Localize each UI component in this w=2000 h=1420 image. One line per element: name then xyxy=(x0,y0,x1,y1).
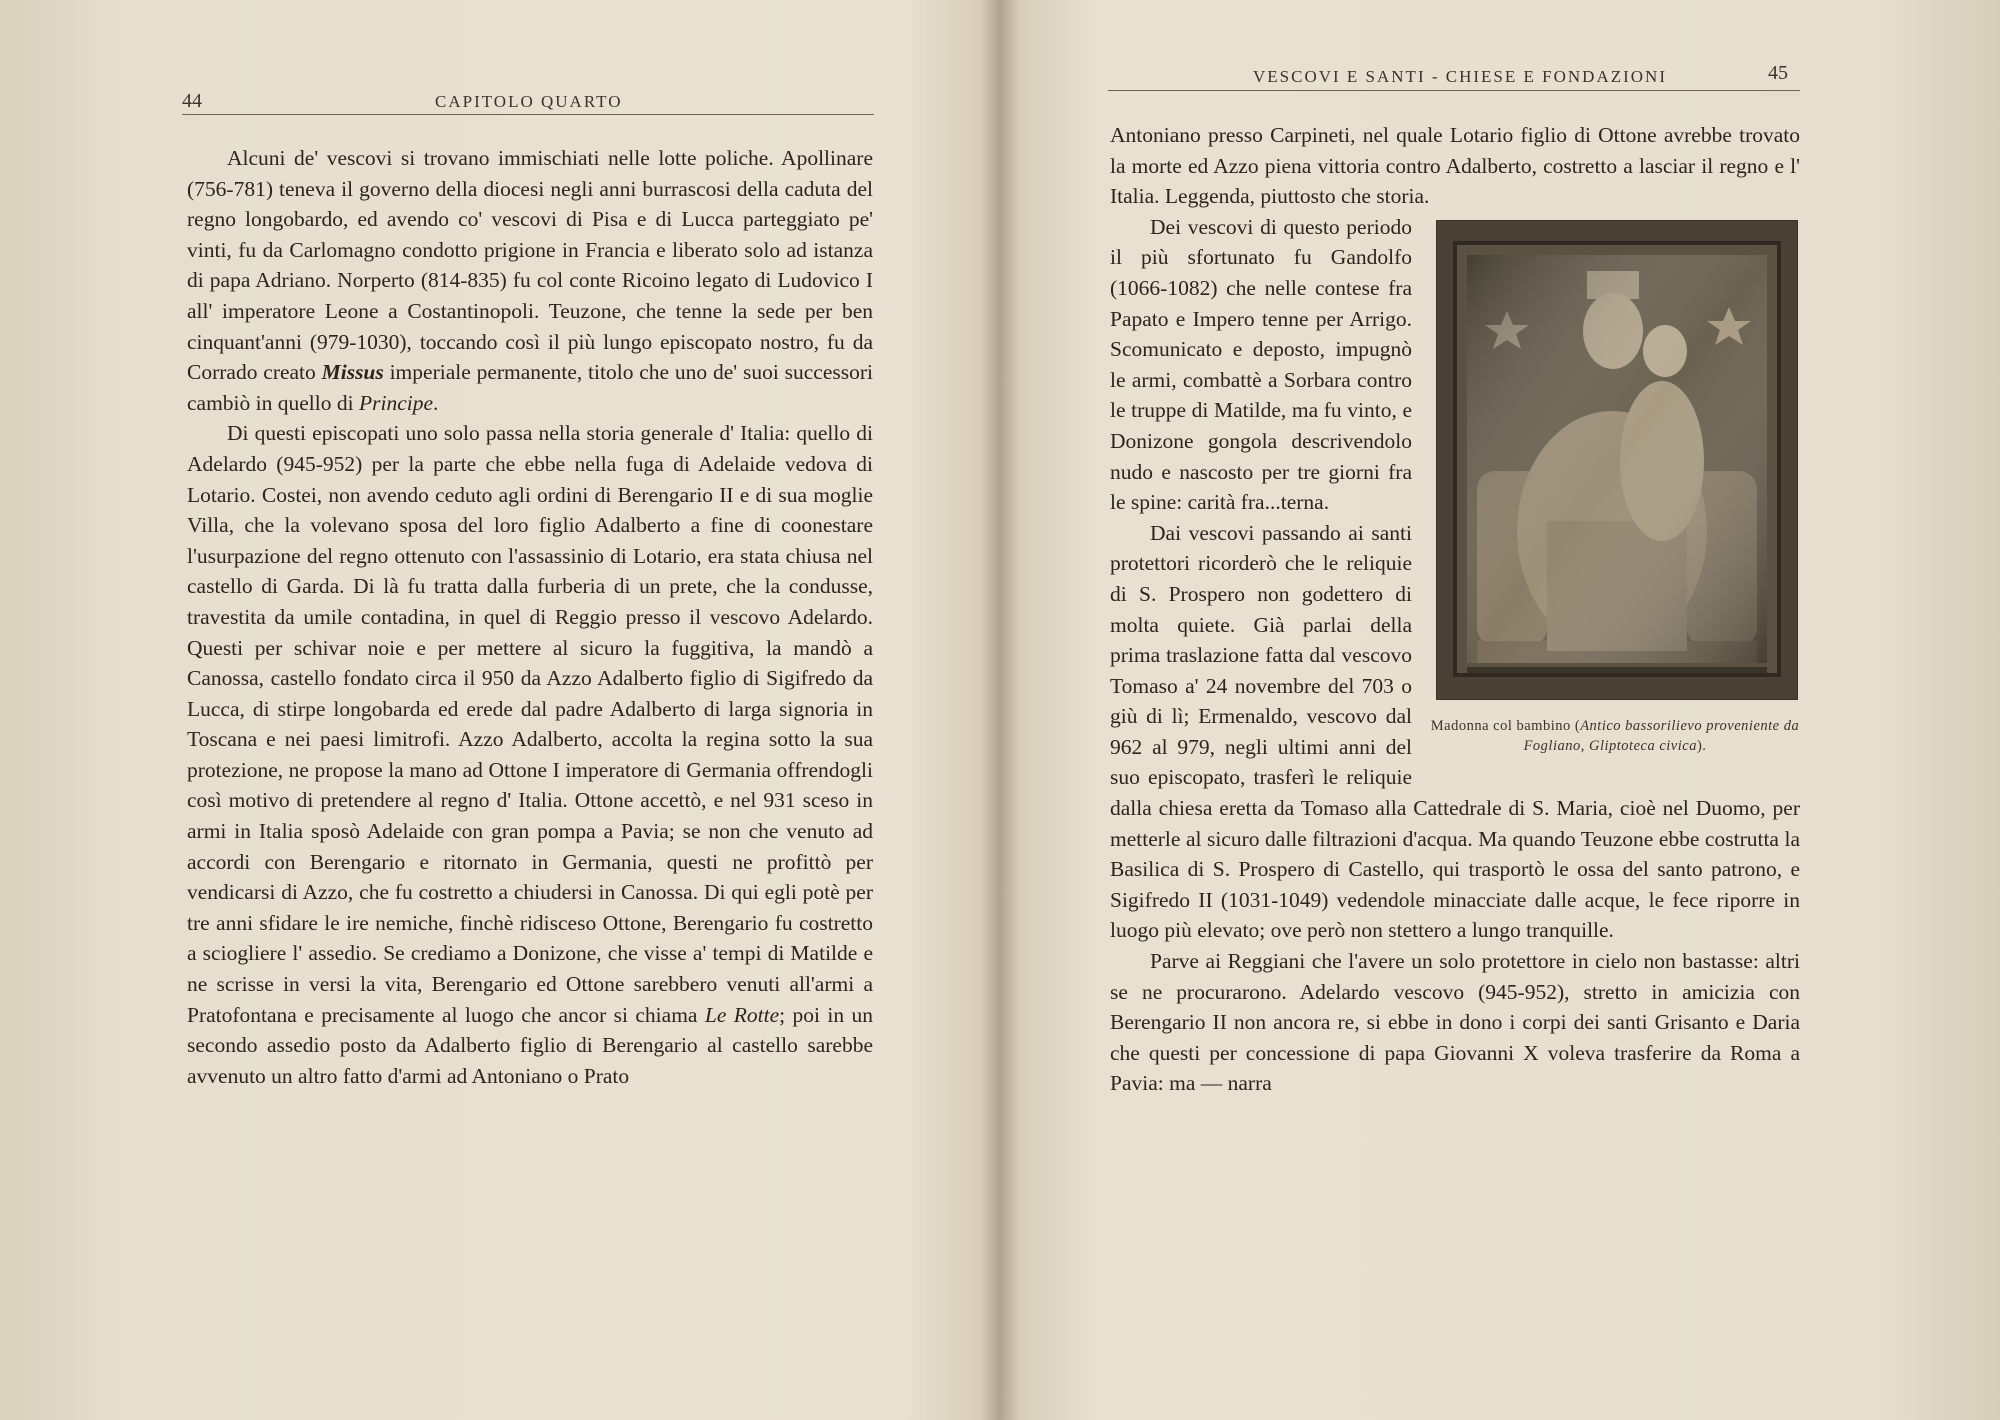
left-paragraph-2 xyxy=(187,418,873,1091)
caption-italic: Antico bassorilievo proveniente da Fogliano, Gliptoteca civica xyxy=(1523,717,1800,754)
left-para2-text-b: ; poi in un secondo assedio posto da Adalberto figlio di Berengario al castello sarebbe avvenuto un altro fatto d'armi ad Antoniano o Prato xyxy=(187,1002,874,1088)
right-paragraph-4: Parve ai Reggiani che l'avere un solo protettore in cielo non bastasse: altri se ne procurarono. Adelardo vescovo (945-952), stretto in amicizia con Berengario II non ancora re, si ebbe in dono i corpi dei santi Grisanto e Daria che questi per concessione di papa Giovanni X voleva trasferire da Roma a Pavia: ma — narra xyxy=(1110,949,1800,1096)
right-paragraph-1: Antoniano presso Carpineti, nel quale Lotario figlio di Ottone avrebbe trovato la morte ed Azzo piena vittoria contro Adalberto, costretto a lasciar il regno e l' Italia. Leggenda, piuttosto che storia. xyxy=(1110,123,1800,209)
caption-end: ). xyxy=(1696,737,1707,754)
caption-main: Madonna col bambino ( xyxy=(1430,717,1581,734)
madonna-relief-image xyxy=(1436,220,1798,700)
left-header-rule xyxy=(182,114,874,115)
left-para1-principe: Principe xyxy=(358,390,434,415)
figure-madonna xyxy=(1430,212,1800,756)
left-running-head: CAPITOLO QUARTO xyxy=(435,92,623,111)
relief-illustration xyxy=(1437,221,1797,699)
right-running-head: VESCOVI E SANTI - CHIESE E FONDAZIONI xyxy=(1253,67,1667,86)
left-para2-le-rotte: Le Rotte xyxy=(704,1002,780,1027)
right-page-number: 45 xyxy=(1768,62,1788,84)
right-page-body xyxy=(1110,120,1800,1099)
left-para1-missus: Missus xyxy=(321,360,384,385)
right-header-rule xyxy=(1108,90,1800,91)
left-page-body xyxy=(187,143,873,1091)
left-para1-period: . xyxy=(433,390,439,415)
left-para1-text-a: Alcuni de' vescovi si trovano immischiati nelle lotte poliche. Apollinare (756-781) teneva il governo della diocesi negli anni burrascosi della caduta del regno longobardo, ed avendo co' vescovi di Pisa e di Lucca parteggiato pe' vinti, fu da Carlomagno condotto prigione in Francia e liberato solo ad istanza di papa Adriano. Norperto (814-835) fu col conte Ricoino legato di Ludovico I all' imperatore Leone a Costantinopoli. Teuzone, che tenne la sede per ben cinquant'anni (979-1030), toccando così il più lungo episcopato nostro, fu da Corrado creato xyxy=(187,146,873,385)
left-page-number: 44 xyxy=(182,90,202,112)
left-paragraph-1 xyxy=(187,143,873,418)
right-paragraph-2: Dei vescovi di questo periodo il più sfortunato fu Gandolfo (1066-1082) che nelle contese fra Papato e Impero tenne per Arrigo. Scomunicato e deposto, impugnò le armi, combattè a Sorbara contro le truppe di Matilde, ma fu vinto, e Donizone gongola descrivendolo nudo e nascosto per tre giorni fra le spine: carità fra...terna. xyxy=(1110,214,1412,515)
book-gutter xyxy=(980,0,1020,1420)
left-para2-text-a: Di questi episcopati uno solo passa nella storia generale d' Italia: quello di Adelardo (945-952) per la parte che ebbe nella fuga di Adelaide vedova di Lotario. Costei, non avendo ceduto agli ordini di Berengario II e di sua moglie Villa, che la volevano sposa del loro figlio Adalberto a fine di coonestare l'usurpazione del regno ottenuto con l'assassinio di Lotario, era stata chiusa nel castello di Garda. Di là fu tratta dalla furberia di un prete, che la condusse, travestita da umile contadina, in quel di Reggio presso il vescovo Adelardo. Questi per schivar noie e per mettere al sicuro la fuggitiva, la mandò a Canossa, castello fondato circa il 950 da Azzo Adalberto figlio di Sigifredo da Lucca, di stirpe longobarda ed erede dal padre Adalberto di larga signoria in Toscana e nei paesi limitrofi. Azzo Adalberto, accolta la regina sotto la sua protezione, ne propose la mano ad Ottone I imperatore di Germania offrendogli così motivo di pretendere al regno d' Italia. Ottone accettò, e nel 931 sceso in armi in Italia sposò Adelaide con gran pompa a Pavia; se non che venuto ad accordi con Berengario e ritornato in Germania, questi ne profittò per vendicarsi di Azzo, che fu costretto a chiudersi in Canossa. Di qui egli potè per tre anni sfidare le ire nemiche, finchè ridisceso Ottone, Berengario fu costretto a sciogliere l' assedio. Se crediamo a Donizone, che visse a' tempi di Matilde e ne scrisse in versi la vita, Berengario ed Ottone sarebbero venuti all'armi a Pratofontana e precisamente al luogo che ancor si chiama xyxy=(187,421,873,1027)
figure-caption xyxy=(1430,716,1800,756)
right-paragraph-3: Dai vescovi passando ai santi protettori ricorderò che le reliquie di S. Prospero non godettero di molta quiete. Già parlai della prima traslazione fatta dal vescovo Tomaso a' 24 novembre del 703 o giù di lì; Ermenaldo, vescovo dal 962 al 979, negli ultimi anni del suo episcopato, trasferì le reliquie dalla chiesa eretta da Tomaso alla Cattedrale di S. Maria, cioè nel Duomo, per metterle al sicuro dalle filtrazioni d'acqua. Ma quando Teuzone ebbe costrutta la Basilica di S. Prospero di Castello, qui trasportò le ossa del santo patrono, e Sigifredo II (1031-1049) vedendole minacciate dalle acque, le fece riporre in luogo più elevato; ove però non stettero a lungo tranquille. xyxy=(1110,520,1800,943)
left-para1-text-b: imperiale permanente, titolo che uno de' suoi successori cambiò in quello di xyxy=(187,360,873,415)
